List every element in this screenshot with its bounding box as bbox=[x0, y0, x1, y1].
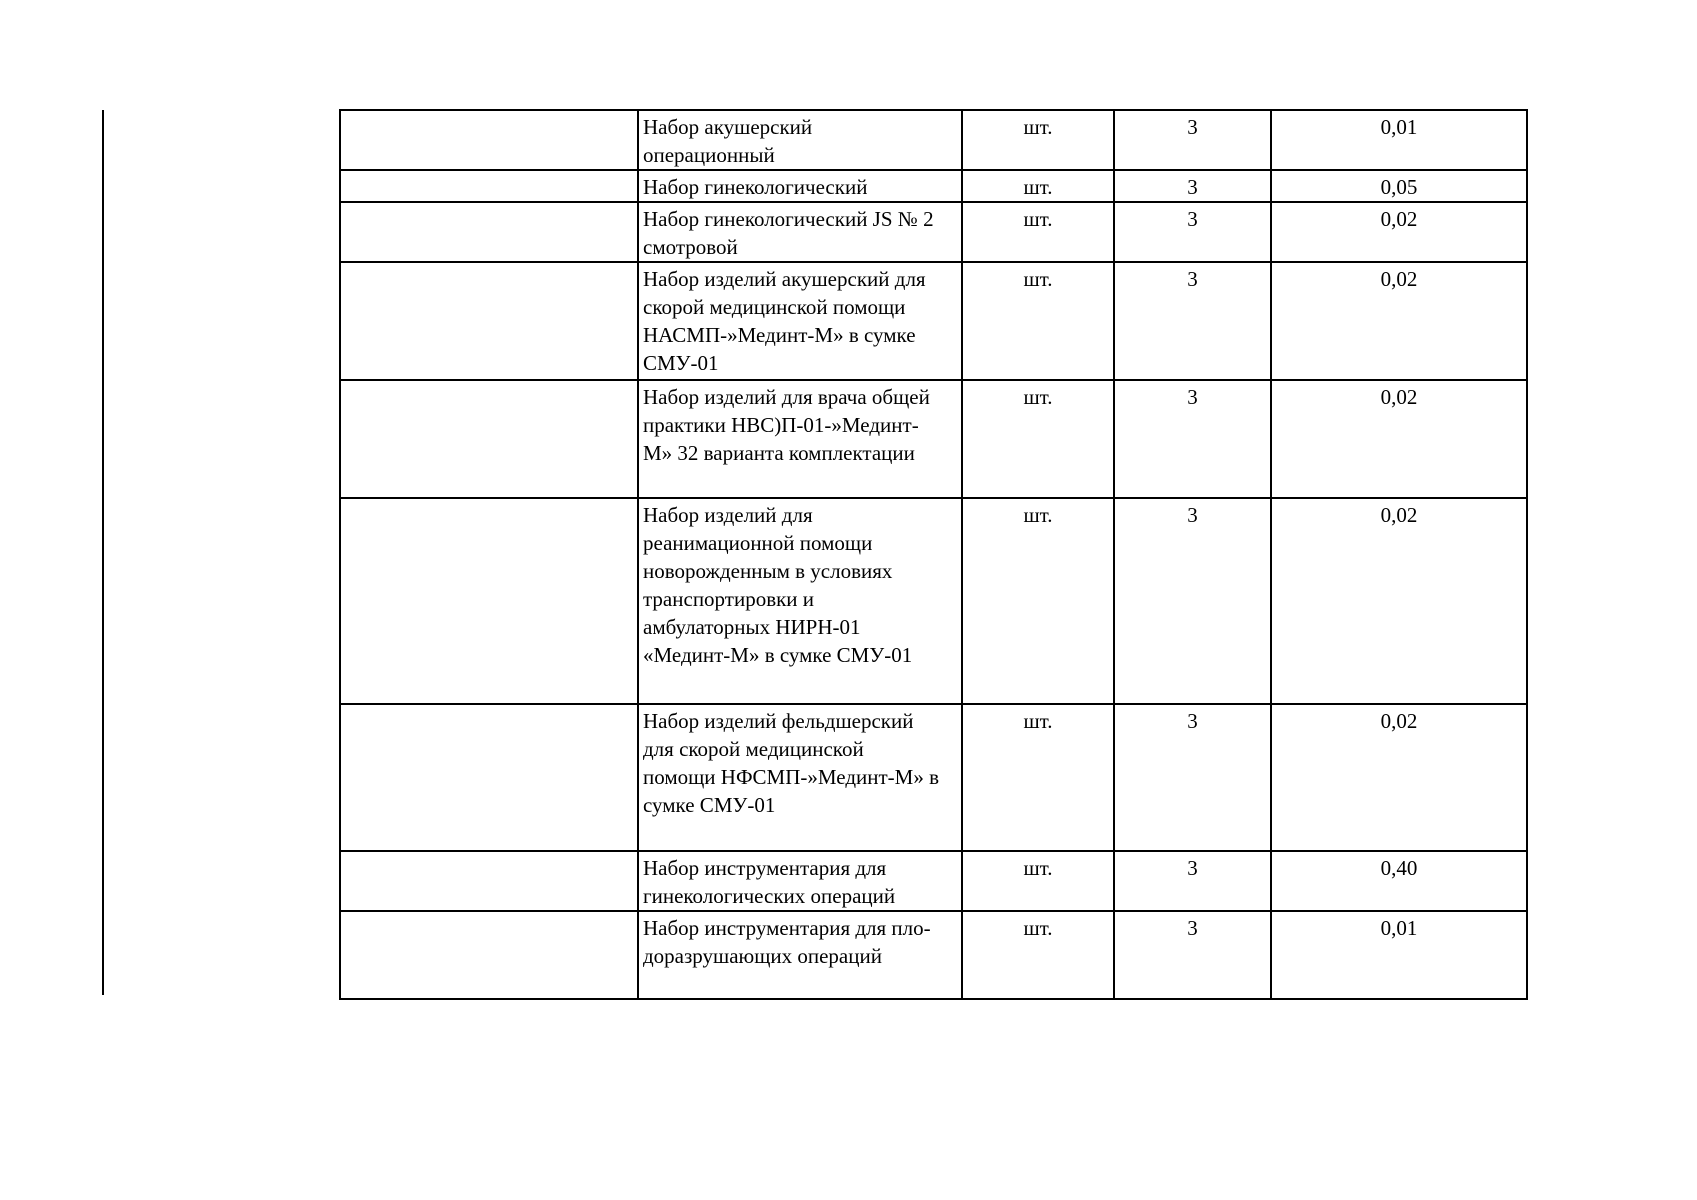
empty-cell bbox=[340, 704, 638, 851]
table-row bbox=[340, 704, 1527, 851]
item-unit: шт. bbox=[962, 262, 1114, 380]
item-unit: шт. bbox=[962, 911, 1114, 999]
empty-cell bbox=[340, 380, 638, 498]
item-quantity: 3 bbox=[1114, 380, 1271, 498]
item-name: Набор гинекологический bbox=[638, 170, 962, 202]
item-value: 0,01 bbox=[1271, 110, 1527, 170]
item-quantity: 3 bbox=[1114, 498, 1271, 704]
item-unit: шт. bbox=[962, 202, 1114, 262]
table-row bbox=[340, 110, 1527, 170]
item-name: Набор изделий фельдшерский для скорой медицинской помощи НФСМП-»Мединт-М» в сумке СМУ-01 bbox=[638, 704, 962, 851]
item-quantity: 3 bbox=[1114, 202, 1271, 262]
item-value: 0,02 bbox=[1271, 498, 1527, 704]
item-quantity: 3 bbox=[1114, 911, 1271, 999]
table-row bbox=[340, 202, 1527, 262]
item-unit: шт. bbox=[962, 498, 1114, 704]
item-quantity: 3 bbox=[1114, 704, 1271, 851]
item-quantity: 3 bbox=[1114, 851, 1271, 911]
item-unit: шт. bbox=[962, 380, 1114, 498]
empty-cell bbox=[340, 262, 638, 380]
empty-cell bbox=[340, 851, 638, 911]
empty-cell bbox=[340, 202, 638, 262]
table-row bbox=[340, 498, 1527, 704]
item-value: 0,05 bbox=[1271, 170, 1527, 202]
item-unit: шт. bbox=[962, 704, 1114, 851]
item-name: Набор гинекологический JS № 2 смотровой bbox=[638, 202, 962, 262]
item-name: Набор изделий для врача общей практики НВС)П-01-»Мединт- М» 32 варианта комплектации bbox=[638, 380, 962, 498]
item-quantity: 3 bbox=[1114, 110, 1271, 170]
item-unit: шт. bbox=[962, 851, 1114, 911]
item-value: 0,02 bbox=[1271, 704, 1527, 851]
item-value: 0,40 bbox=[1271, 851, 1527, 911]
equipment-table bbox=[339, 109, 1528, 1000]
item-name: Набор инструментария для пло- доразрушающих операций bbox=[638, 911, 962, 999]
empty-cell bbox=[340, 911, 638, 999]
table-row bbox=[340, 911, 1527, 999]
table-row bbox=[340, 851, 1527, 911]
item-unit: шт. bbox=[962, 170, 1114, 202]
margin-line bbox=[102, 110, 104, 995]
item-name: Набор изделий акушерский для скорой медицинской помощи НАСМП-»Мединт-М» в сумке СМУ-01 bbox=[638, 262, 962, 380]
item-unit: шт. bbox=[962, 110, 1114, 170]
item-value: 0,02 bbox=[1271, 262, 1527, 380]
item-name: Набор изделий для реанимационной помощи новорожденным в условиях транспортировки и амбулаторных НИРН-01 «Мединт-М» в сумке СМУ-01 bbox=[638, 498, 962, 704]
item-quantity: 3 bbox=[1114, 262, 1271, 380]
item-value: 0,02 bbox=[1271, 202, 1527, 262]
table-row bbox=[340, 170, 1527, 202]
item-value: 0,02 bbox=[1271, 380, 1527, 498]
empty-cell bbox=[340, 110, 638, 170]
item-value: 0,01 bbox=[1271, 911, 1527, 999]
item-name: Набор инструментария для гинекологических операций bbox=[638, 851, 962, 911]
item-quantity: 3 bbox=[1114, 170, 1271, 202]
empty-cell bbox=[340, 498, 638, 704]
table-row bbox=[340, 262, 1527, 380]
empty-cell bbox=[340, 170, 638, 202]
table-row bbox=[340, 380, 1527, 498]
item-name: Набор акушерский операционный bbox=[638, 110, 962, 170]
